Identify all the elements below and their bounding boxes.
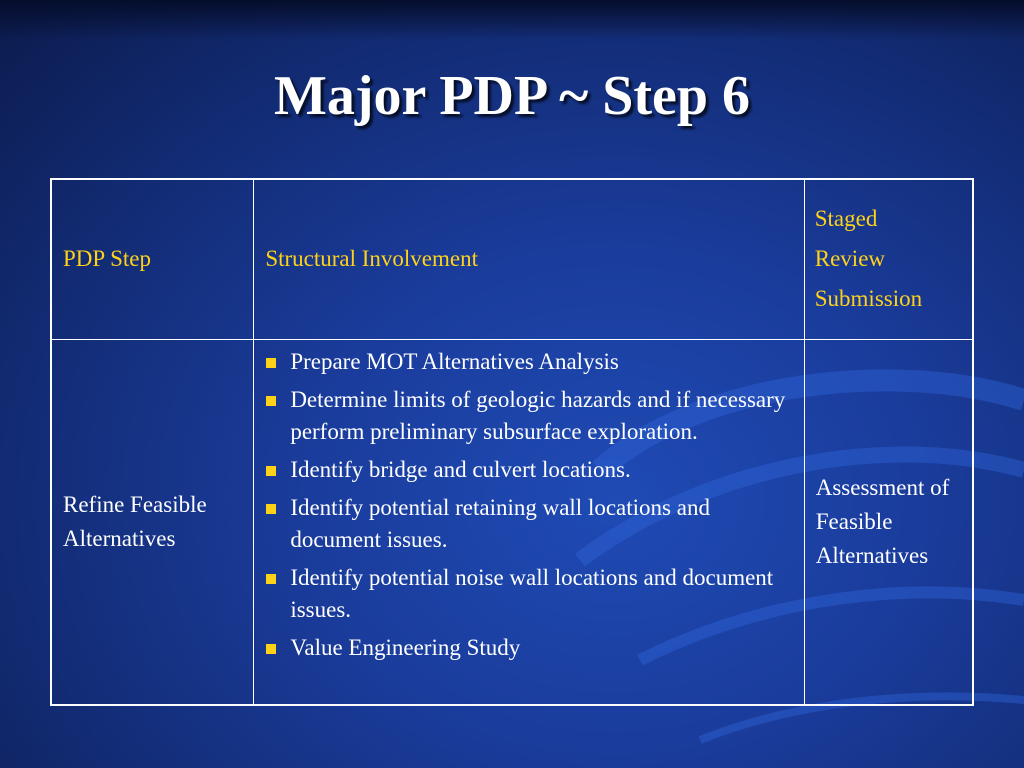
staged-review-submission-cell: Assessment of Feasible Alternatives [804, 339, 973, 705]
list-item [264, 562, 793, 626]
list-item-text: Determine limits of geologic hazards and if necessary perform preliminary subsurface exploration. [290, 386, 786, 444]
pdp-step-cell: Refine Feasible Alternatives [51, 339, 254, 705]
table-row [51, 339, 973, 705]
list-item [264, 632, 793, 664]
involvement-list [264, 346, 793, 664]
slide-title: Major PDP ~ Step 6 [273, 65, 751, 127]
list-item [264, 492, 793, 556]
list-item-text: Identify bridge and culvert locations. [290, 456, 631, 482]
list-item-text: Identify potential noise wall locations and document issues. [290, 564, 774, 622]
header-structural-involvement: Structural Involvement [254, 179, 804, 339]
list-item [264, 454, 793, 486]
list-item [264, 346, 793, 378]
list-item-text: Prepare MOT Alternatives Analysis [290, 348, 619, 374]
header-pdp-step: PDP Step [51, 179, 254, 339]
pdp-table [50, 178, 974, 706]
list-item-text: Value Engineering Study [290, 634, 521, 660]
square-bullet-icon [266, 644, 276, 654]
list-item-text: Identify potential retaining wall locations and document issues. [290, 494, 710, 552]
header-staged-line-2: Review [814, 246, 886, 272]
header-staged-line-3: Submission [814, 286, 923, 312]
square-bullet-icon [266, 504, 276, 514]
header-staged-review-submission [804, 179, 973, 339]
table-header-row [51, 179, 973, 339]
header-staged-line-1: Staged [814, 206, 878, 232]
square-bullet-icon [266, 396, 276, 406]
square-bullet-icon [266, 358, 276, 368]
square-bullet-icon [266, 466, 276, 476]
structural-involvement-cell [254, 339, 804, 705]
list-item [264, 384, 793, 448]
square-bullet-icon [266, 574, 276, 584]
